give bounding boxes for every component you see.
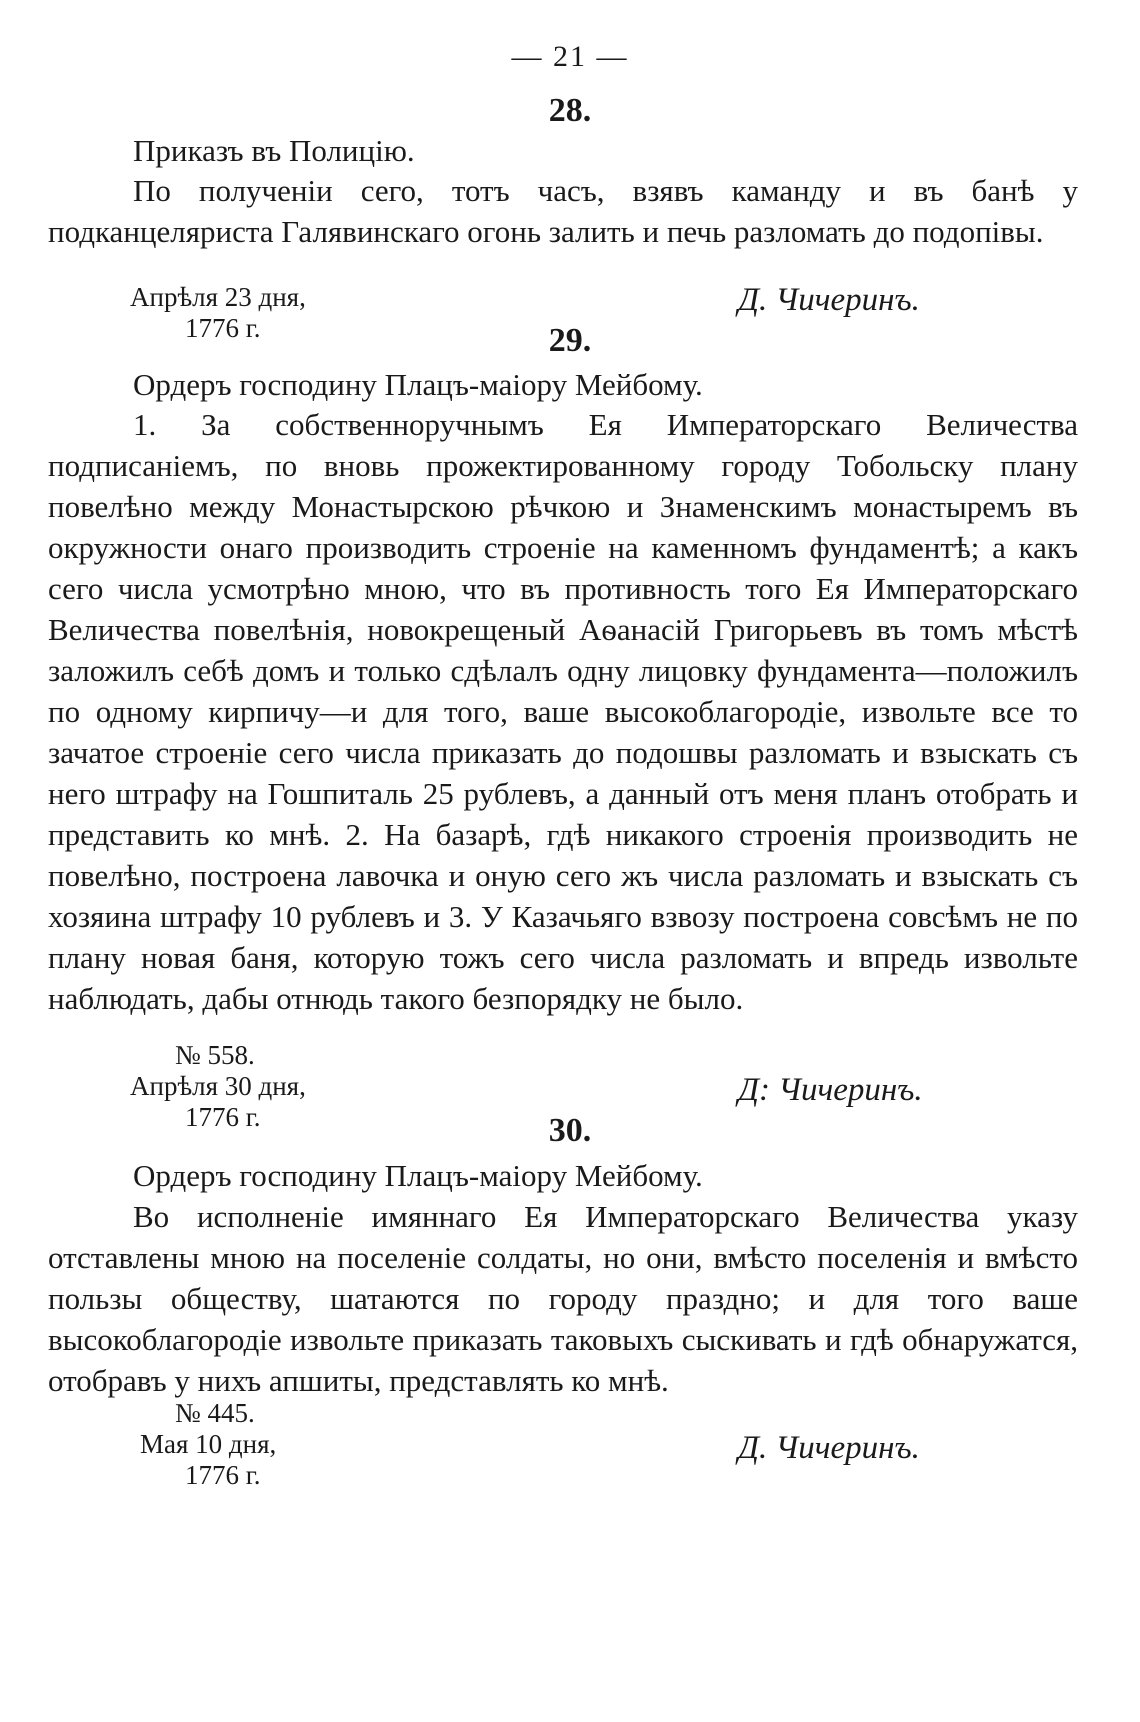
- page-number: — 21 —: [511, 40, 629, 73]
- year-line: 1776 г.: [185, 1102, 261, 1132]
- section-title: Ордеръ господину Плацъ-маіору Мейбому.: [133, 1158, 703, 1193]
- section-title: Приказъ въ Полицію.: [133, 133, 415, 168]
- date-line: Апрѣля 30 дня,: [130, 1071, 306, 1101]
- section-body: [48, 404, 1078, 1019]
- signature: Д. Чичеринъ.: [738, 1430, 920, 1466]
- signature: Д. Чичеринъ.: [738, 282, 920, 318]
- date-block: [130, 1398, 276, 1491]
- paragraph: Во исполненіе имяннаго Ея Императорскаго Величества указу отставлены мною на поселеніе солдаты, но они, вмѣсто поселенія и вмѣсто пользы обществу, шатаются по городу праздно; и для того ваше высокоблагородіе извольте приказать таковыхъ сыскивать и гдѣ обнаружатся, отобравъ у нихъ апшиты, представлять ко мнѣ.: [48, 1199, 1078, 1398]
- paragraph: 1. За собственноручнымъ Ея Императорскаго Величества подписаніемъ, по вновь прожектированному городу Тобольску плану повелѣно между Монастырскою рѣчкою и Знаменскимъ монастыремъ въ окружности онаго производить строеніе на каменномъ фундаментѣ; а какъ сего числа усмотрѣно мною, что въ противность того Ея Императорскаго Величества повелѣнія, новокрещеный Аѳанасій Григорьевъ въ томъ мѣстѣ заложилъ себѣ домъ и только сдѣлалъ одну лицовку фундамента—положилъ по одному кирпичу—и для того, ваше высокоблагородіе, извольте все то зачатое строеніе сего числа приказать до подошвы разломать и взыскать съ него штрафу на Гошпиталь 25 рублевъ, а данный отъ меня планъ отобрать и представить ко мнѣ. 2. На базарѣ, гдѣ никакого строенія производить не повелѣно, построена лавочка и оную сего жъ числа разломать и взыскать съ хозяина штрафу 10 рублевъ и 3. У Казачьяго взвозу построена совсѣмъ не по плану новая баня, которую тожъ сего числа разломать и впредь извольте наблюдать, дабы отнюдь такого безпорядку не было.: [48, 407, 1078, 1016]
- document-number: № 445.: [175, 1398, 255, 1428]
- document-number: № 558.: [175, 1040, 255, 1070]
- year-line: 1776 г.: [185, 313, 261, 343]
- section-number: 28.: [548, 92, 592, 129]
- signature: Д: Чичеринъ.: [738, 1072, 923, 1108]
- section-body: [48, 170, 1078, 252]
- section-title: Ордеръ господину Плацъ-маіору Мейбому.: [133, 367, 703, 402]
- date-line: Мая 10 дня,: [140, 1429, 277, 1459]
- date-line: Апрѣля 23 дня,: [130, 282, 306, 312]
- section-number: 30.: [548, 1112, 592, 1149]
- section-number: 29.: [548, 322, 592, 359]
- section-body: [48, 1196, 1078, 1401]
- paragraph: По полученіи сего, тотъ часъ, взявъ каманду и въ банѣ у подканцеляриста Галявинскаго огонь залить и печь разломать до подопівы.: [48, 173, 1078, 249]
- year-line: 1776 г.: [185, 1460, 261, 1490]
